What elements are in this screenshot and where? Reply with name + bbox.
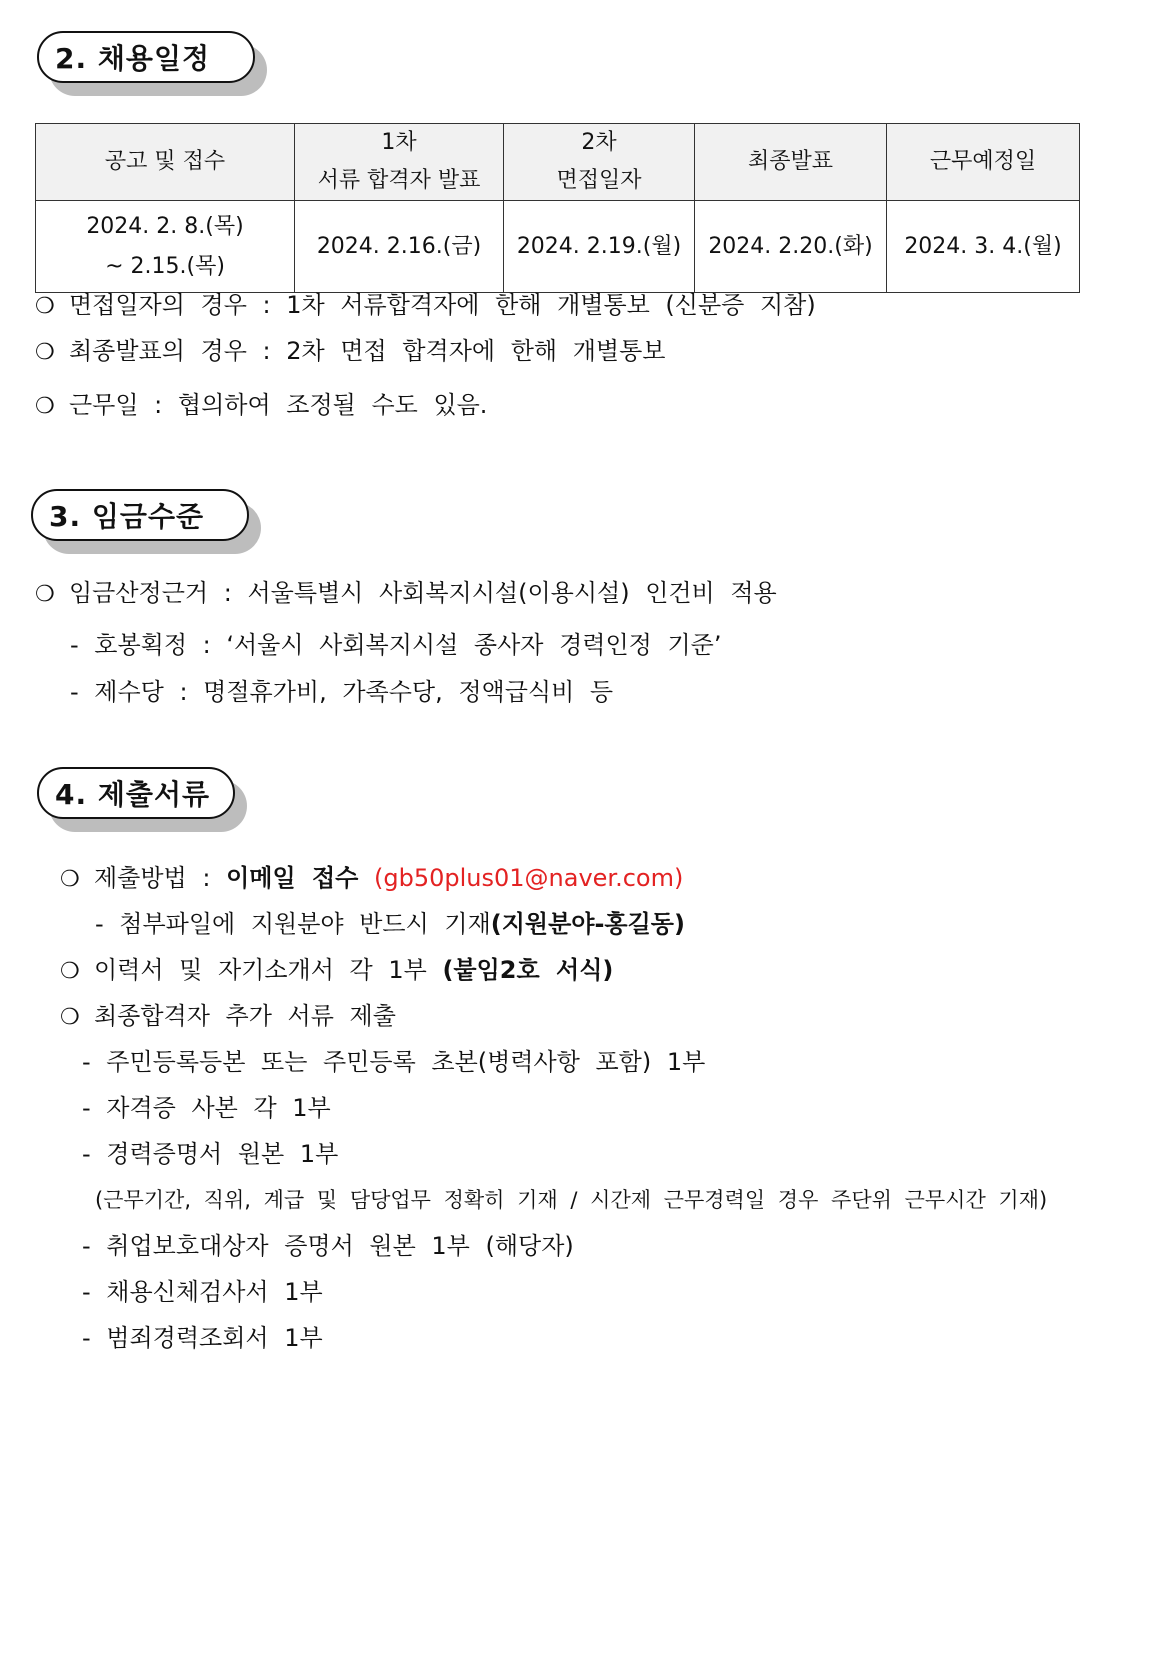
circle-bullet-icon: ❍	[35, 394, 55, 419]
schedule-table	[35, 123, 1080, 293]
list-item: - 주민등록등본 또는 주민등록 초본(병력사항 포함) 1부	[82, 1048, 706, 1076]
list-item-note: (근무기간, 직위, 계급 및 담당업무 정확히 기재 / 시간제 근무경력일 경우 주단위 근무시간 기재)	[95, 1188, 1048, 1212]
sub-item: - 제수당 : 명절휴가비, 가족수당, 정액급식비 등	[70, 678, 614, 706]
sub-item: - 호봉획정 : ‘서울시 사회복지시설 종사자 경력인정 기준’	[70, 631, 722, 659]
heading-text: 4. 제출서류	[55, 778, 211, 811]
header-cell: 최종발표	[695, 124, 887, 201]
section-2-heading	[37, 31, 255, 83]
heading-text: 2. 채용일정	[55, 42, 211, 75]
heading-tab	[37, 31, 255, 83]
list-item: - 범죄경력조회서 1부	[82, 1324, 323, 1352]
table-row	[36, 201, 1080, 293]
list-item: - 경력증명서 원본 1부	[82, 1140, 339, 1168]
list-item: - 자격증 사본 각 1부	[82, 1094, 331, 1122]
heading-tab	[31, 489, 249, 541]
circle-bullet-icon: ❍	[35, 582, 55, 607]
table-cell: 2024. 2. 8.(목) ~ 2.15.(목)	[36, 201, 295, 293]
note-line: ❍ 최종발표의 경우 : 2차 면접 합격자에 한해 개별통보	[35, 336, 665, 368]
wage-basis-line: ❍ 임금산정근거 : 서울특별시 사회복지시설(이용시설) 인건비 적용	[35, 578, 777, 610]
list-item: - 취업보호대상자 증명서 원본 1부 (해당자)	[82, 1232, 574, 1260]
circle-bullet-icon: ❍	[60, 959, 80, 984]
header-cell: 1차 서류 합격자 발표	[295, 124, 504, 201]
circle-bullet-icon: ❍	[60, 867, 80, 892]
heading-text: 3. 임금수준	[49, 500, 205, 533]
section-3-heading	[31, 489, 249, 541]
attachment-note: - 첨부파일에 지원분야 반드시 기재(지원분야-홍길동)	[95, 910, 685, 938]
table-cell: 2024. 3. 4.(월)	[887, 201, 1080, 293]
note-line: ❍ 근무일 : 협의하여 조정될 수도 있음.	[35, 390, 487, 422]
table-cell: 2024. 2.20.(화)	[695, 201, 887, 293]
note-line: ❍ 면접일자의 경우 : 1차 서류합격자에 한해 개별통보 (신분증 지참)	[35, 290, 816, 322]
resume-line: ❍ 이력서 및 자기소개서 각 1부 (붙임2호 서식)	[60, 955, 613, 987]
method-value: 이메일 접수	[226, 864, 359, 892]
header-cell: 근무예정일	[887, 124, 1080, 201]
email-address: (gb50plus01@naver.com)	[374, 864, 684, 892]
circle-bullet-icon: ❍	[35, 340, 55, 365]
heading-tab	[37, 767, 235, 819]
table-header-row	[36, 124, 1080, 201]
header-cell: 2차 면접일자	[504, 124, 695, 201]
section-4-heading	[37, 767, 235, 819]
circle-bullet-icon: ❍	[60, 1005, 80, 1030]
circle-bullet-icon: ❍	[35, 294, 55, 319]
final-docs-title: ❍ 최종합격자 추가 서류 제출	[60, 1001, 396, 1033]
submission-method-line: ❍ 제출방법 : 이메일 접수 (gb50plus01@naver.com)	[60, 863, 683, 895]
list-item: - 채용신체검사서 1부	[82, 1278, 323, 1306]
table-cell: 2024. 2.19.(월)	[504, 201, 695, 293]
header-cell: 공고 및 접수	[36, 124, 295, 201]
table-cell: 2024. 2.16.(금)	[295, 201, 504, 293]
